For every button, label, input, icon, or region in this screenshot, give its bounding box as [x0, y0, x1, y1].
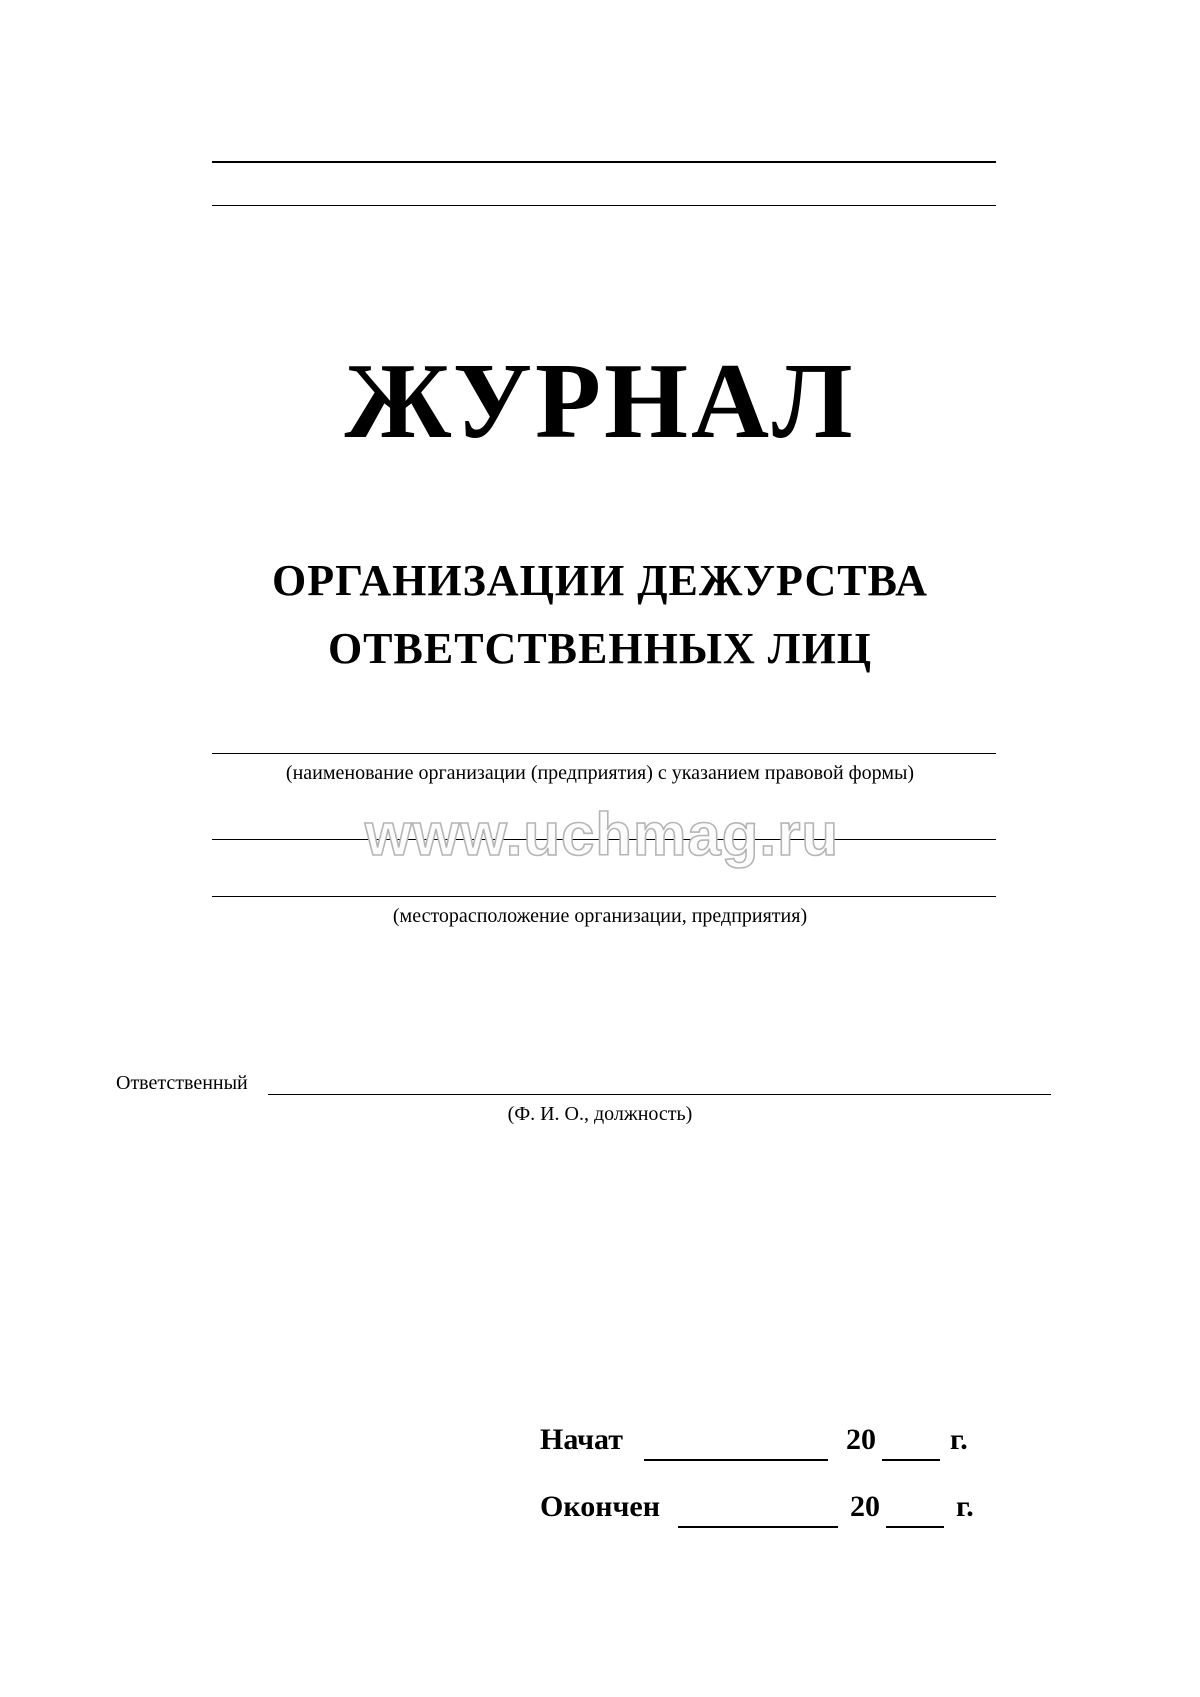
org-location-line-2 [212, 896, 996, 897]
journal-subtitle-line-1: ОРГАНИЗАЦИИ ДЕЖУРСТВА [272, 556, 928, 605]
responsible-line [268, 1094, 1051, 1095]
header-line-bottom [212, 205, 996, 206]
org-name-hint: (наименование организации (предприятия) с указанием правовой формы) [285, 762, 915, 784]
started-year-suffix: г. [950, 1423, 968, 1456]
header-line-top [212, 161, 996, 163]
journal-title: ЖУРНАЛ [344, 342, 856, 461]
watermark: www.uchmag.ru [364, 801, 840, 868]
finished-label: Окончен [540, 1490, 661, 1523]
org-location-hint: (месторасположение организации, предприятия) [392, 905, 808, 927]
finished-date-line [678, 1526, 838, 1528]
finished-year-suffix: г. [956, 1490, 974, 1523]
started-label: Начат [540, 1423, 624, 1456]
journal-subtitle-line-2: ОТВЕТСТВЕННЫХ ЛИЦ [327, 624, 873, 673]
started-year-line [882, 1459, 940, 1461]
finished-year-prefix: 20 [850, 1490, 880, 1523]
started-year-prefix: 20 [846, 1423, 876, 1456]
responsible-hint: (Ф. И. О., должность) [507, 1103, 693, 1125]
finished-year-line [886, 1526, 944, 1528]
started-date-line [644, 1459, 828, 1461]
responsible-label: Ответственный [116, 1072, 248, 1094]
org-name-line [212, 753, 996, 754]
